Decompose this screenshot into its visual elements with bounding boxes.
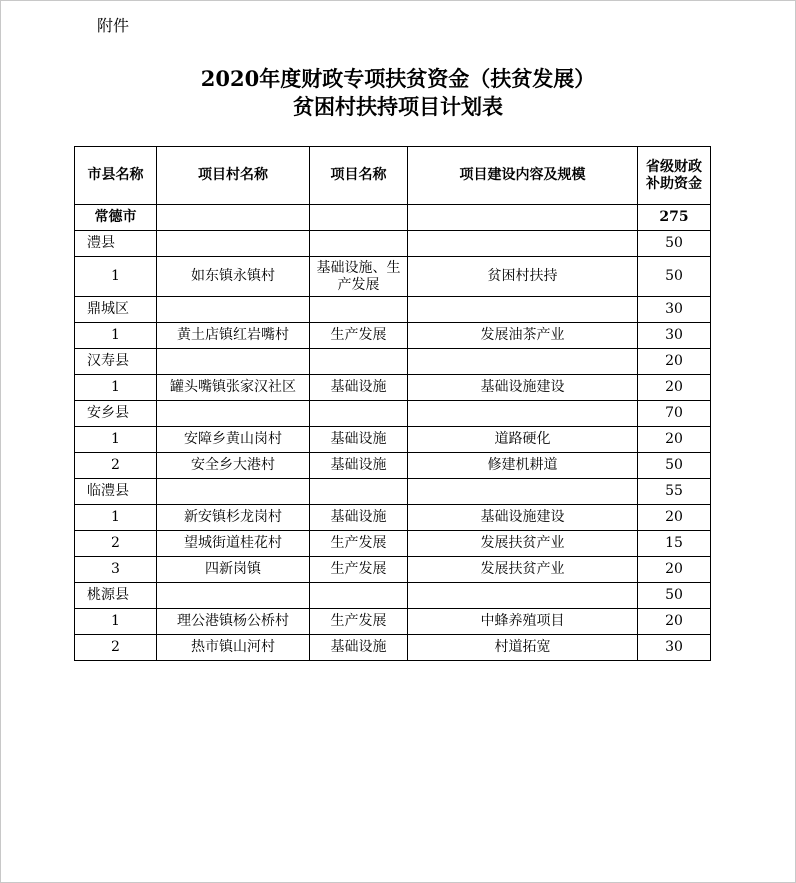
table-row — [75, 375, 711, 401]
cell-project — [310, 401, 408, 427]
cell-village: 安障乡黄山岗村 — [157, 427, 310, 453]
cell-amount: 20 — [638, 557, 711, 583]
cell-amount: 20 — [638, 609, 711, 635]
cell-content: 修建机耕道 — [408, 453, 638, 479]
table-body — [75, 205, 711, 661]
cell-village: 安全乡大港村 — [157, 453, 310, 479]
cell-content: 基础设施建设 — [408, 505, 638, 531]
cell-amount: 30 — [638, 297, 711, 323]
table-row — [75, 505, 711, 531]
cell-content: 发展扶贫产业 — [408, 557, 638, 583]
cell-village: 新安镇杉龙岗村 — [157, 505, 310, 531]
cell-county: 3 — [75, 557, 157, 583]
cell-content — [408, 231, 638, 257]
cell-county: 2 — [75, 531, 157, 557]
cell-village — [157, 583, 310, 609]
cell-amount: 275 — [638, 205, 711, 231]
cell-content: 发展扶贫产业 — [408, 531, 638, 557]
table-row — [75, 401, 711, 427]
cell-project: 生产发展 — [310, 531, 408, 557]
cell-amount: 30 — [638, 635, 711, 661]
cell-project: 生产发展 — [310, 323, 408, 349]
cell-village: 热市镇山河村 — [157, 635, 310, 661]
cell-amount: 30 — [638, 323, 711, 349]
cell-content — [408, 349, 638, 375]
table-row — [75, 349, 711, 375]
cell-amount: 70 — [638, 401, 711, 427]
title-line-2: 贫困村扶持项目计划表 — [293, 94, 503, 119]
table-row — [75, 583, 711, 609]
cell-content — [408, 479, 638, 505]
table-row — [75, 479, 711, 505]
cell-county: 1 — [75, 427, 157, 453]
table-row — [75, 635, 711, 661]
cell-county: 桃源县 — [75, 583, 157, 609]
table-row — [75, 609, 711, 635]
cell-project: 基础设施 — [310, 505, 408, 531]
cell-village — [157, 297, 310, 323]
cell-amount: 15 — [638, 531, 711, 557]
cell-amount: 20 — [638, 505, 711, 531]
cell-content — [408, 583, 638, 609]
attachment-label: 附件 — [97, 16, 130, 35]
table-row — [75, 323, 711, 349]
cell-content: 基础设施建设 — [408, 375, 638, 401]
cell-county: 澧县 — [75, 231, 157, 257]
cell-project — [310, 231, 408, 257]
cell-project: 生产发展 — [310, 557, 408, 583]
cell-county: 汉寿县 — [75, 349, 157, 375]
cell-project — [310, 479, 408, 505]
cell-project: 基础设施 — [310, 375, 408, 401]
cell-village: 四新岗镇 — [157, 557, 310, 583]
cell-project: 基础设施、生产发展 — [310, 257, 408, 297]
header-content: 项目建设内容及规模 — [408, 147, 638, 205]
cell-content — [408, 205, 638, 231]
header-fund-line-1: 省级财政 — [646, 158, 702, 175]
cell-county: 2 — [75, 635, 157, 661]
cell-village: 理公港镇杨公桥村 — [157, 609, 310, 635]
cell-amount: 20 — [638, 349, 711, 375]
table-row — [75, 257, 711, 297]
cell-county: 常德市 — [75, 205, 157, 231]
table-row — [75, 297, 711, 323]
table-row — [75, 531, 711, 557]
cell-project — [310, 205, 408, 231]
cell-content: 发展油茶产业 — [408, 323, 638, 349]
cell-amount: 50 — [638, 583, 711, 609]
cell-village — [157, 349, 310, 375]
cell-content — [408, 297, 638, 323]
cell-county: 安乡县 — [75, 401, 157, 427]
cell-county: 1 — [75, 323, 157, 349]
cell-village — [157, 479, 310, 505]
cell-amount: 20 — [638, 375, 711, 401]
cell-content — [408, 401, 638, 427]
document-title — [1, 65, 795, 121]
title-line-1: 2020年度财政专项扶贫资金（扶贫发展） — [200, 66, 596, 91]
cell-project — [310, 297, 408, 323]
cell-village: 黄土店镇红岩嘴村 — [157, 323, 310, 349]
cell-county: 1 — [75, 609, 157, 635]
header-fund — [638, 147, 711, 205]
table-row — [75, 453, 711, 479]
project-plan-table — [74, 146, 711, 661]
cell-content: 道路硬化 — [408, 427, 638, 453]
cell-project — [310, 583, 408, 609]
cell-project: 基础设施 — [310, 453, 408, 479]
cell-content: 村道拓宽 — [408, 635, 638, 661]
table-row — [75, 427, 711, 453]
cell-amount: 55 — [638, 479, 711, 505]
header-fund-line-2: 补助资金 — [646, 175, 702, 192]
cell-village — [157, 205, 310, 231]
cell-amount: 20 — [638, 427, 711, 453]
cell-content: 贫困村扶持 — [408, 257, 638, 297]
cell-amount: 50 — [638, 453, 711, 479]
cell-village: 如东镇永镇村 — [157, 257, 310, 297]
cell-county: 2 — [75, 453, 157, 479]
cell-county: 1 — [75, 375, 157, 401]
cell-village: 望城街道桂花村 — [157, 531, 310, 557]
cell-amount: 50 — [638, 231, 711, 257]
cell-project — [310, 349, 408, 375]
cell-village — [157, 231, 310, 257]
cell-village — [157, 401, 310, 427]
header-village: 项目村名称 — [157, 147, 310, 205]
cell-project: 基础设施 — [310, 635, 408, 661]
table-header-row — [75, 147, 711, 205]
cell-county: 1 — [75, 505, 157, 531]
cell-project: 生产发展 — [310, 609, 408, 635]
cell-county: 鼎城区 — [75, 297, 157, 323]
cell-amount: 50 — [638, 257, 711, 297]
table-row — [75, 205, 711, 231]
cell-county: 1 — [75, 257, 157, 297]
cell-village: 罐头嘴镇张家汉社区 — [157, 375, 310, 401]
header-project: 项目名称 — [310, 147, 408, 205]
cell-content: 中蜂养殖项目 — [408, 609, 638, 635]
cell-project: 基础设施 — [310, 427, 408, 453]
header-county: 市县名称 — [75, 147, 157, 205]
cell-county: 临澧县 — [75, 479, 157, 505]
table-row — [75, 557, 711, 583]
table-row — [75, 231, 711, 257]
